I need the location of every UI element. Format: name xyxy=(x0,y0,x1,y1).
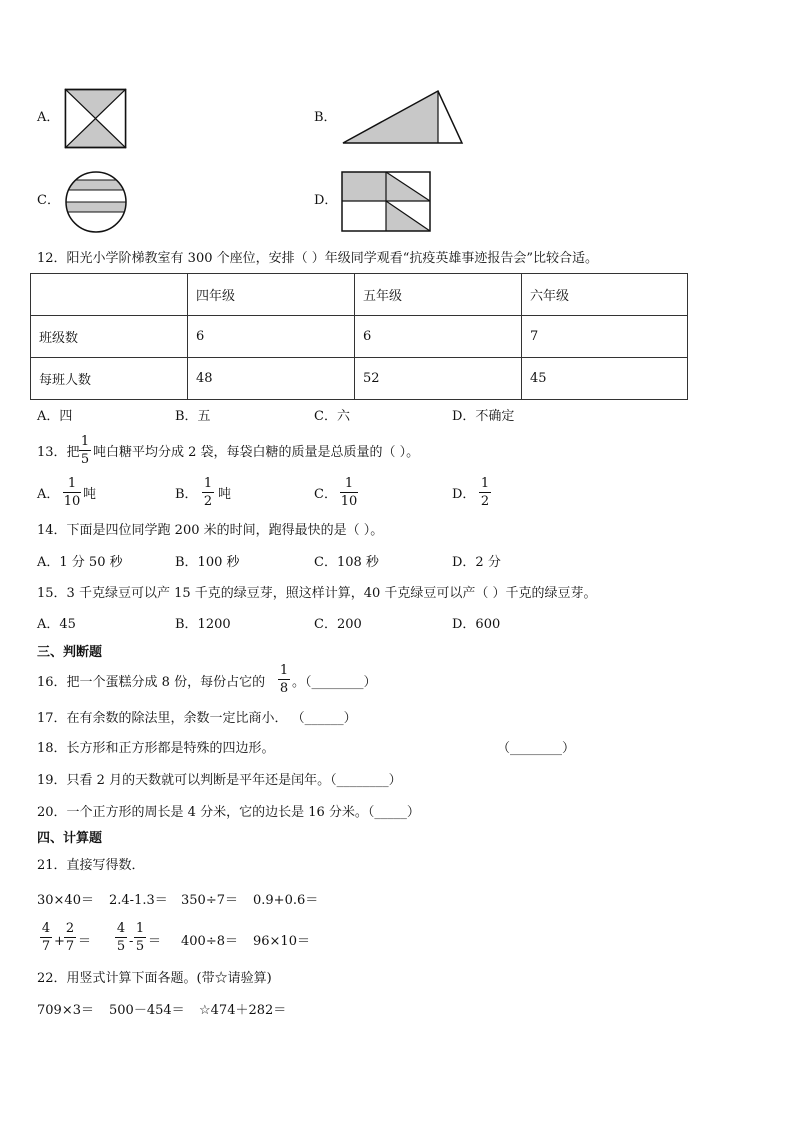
expression: 709×3＝ xyxy=(37,1003,94,1018)
rectangle-grid-figure xyxy=(341,171,433,233)
q17-text: 17．在有余数的除法里，余数一定比商小． （______） xyxy=(37,711,357,726)
q16-text-post: 。（________） xyxy=(292,675,377,690)
fraction: 1 10 xyxy=(340,476,358,509)
q14-stem: 14．下面是四位同学跑 200 米的时间，跑得最快的是（ ）。 xyxy=(37,523,384,538)
q20-text: 20．一个正方形的周长是 4 分米，它的边长是 16 分米。（_____） xyxy=(37,805,420,820)
equals-sign: ＝ xyxy=(148,934,162,949)
fraction: 1 5 xyxy=(80,434,90,467)
fraction: 4 7 xyxy=(41,921,51,954)
table-cell: 7 xyxy=(522,316,688,358)
option-c: C．六 xyxy=(314,409,350,424)
q12-stem: 12．阳光小学阶梯教室有 300 个座位，安排（ ）年级同学观看“抗疫英雄事迹报告会”比较合适。 xyxy=(37,251,599,266)
expression: 30×40＝ xyxy=(37,893,94,908)
option-b-label: B． xyxy=(175,487,198,502)
option-c-label: C． xyxy=(37,193,60,208)
option-c: C．108 秒 xyxy=(314,555,379,570)
expression: 0.9+0.6＝ xyxy=(253,893,319,908)
option-c: C．200 xyxy=(314,617,362,632)
q15-stem: 15．3 千克绿豆可以产 15 千克的绿豆芽，照这样计算，40 千克绿豆可以产（ ）千克的绿豆芽。 xyxy=(37,586,597,601)
table-cell: 6 xyxy=(188,316,355,358)
option-b-unit: 吨 xyxy=(218,487,232,502)
fraction: 1 10 xyxy=(63,476,81,509)
option-a-label: A． xyxy=(37,110,60,125)
option-c-label: C． xyxy=(314,487,337,502)
option-b: B．五 xyxy=(175,409,211,424)
expression: 2.4-1.3＝ xyxy=(109,893,168,908)
q13-stem-post: 吨白糖平均分成 2 袋，每袋白糖的质量是总质量的（ ）。 xyxy=(93,445,420,460)
expression: 350÷7＝ xyxy=(181,893,238,908)
q18-blank: （________） xyxy=(497,741,576,756)
table-cell: 48 xyxy=(188,358,355,400)
q22-stem: 22．用竖式计算下面各题。(带☆请验算) xyxy=(37,971,272,986)
option-a: A．四 xyxy=(37,409,73,424)
option-d: D．不确定 xyxy=(452,409,515,424)
q19-text: 19．只看 2 月的天数就可以判断是平年还是闰年。（________） xyxy=(37,773,402,788)
fraction: 2 7 xyxy=(65,921,75,954)
option-b: B．1200 xyxy=(175,617,231,632)
fraction: 1 8 xyxy=(279,663,289,696)
table-header-cell: 六年级 xyxy=(522,274,688,316)
minus-sign: - xyxy=(129,934,134,949)
table-header-cell: 五年级 xyxy=(355,274,522,316)
option-a-unit: 吨 xyxy=(83,487,97,502)
table-cell: 45 xyxy=(522,358,688,400)
table-cell: 每班人数 xyxy=(31,358,188,400)
option-d-label: D． xyxy=(314,193,338,208)
expression: 500－454＝ xyxy=(109,1003,185,1018)
fraction: 1 2 xyxy=(480,476,490,509)
option-d-label: D． xyxy=(452,487,476,502)
table-header-cell xyxy=(31,274,188,316)
triangle-figure xyxy=(341,89,465,145)
q21-stem: 21．直接写得数． xyxy=(37,858,145,873)
square-diagonals-figure xyxy=(65,89,127,149)
option-b-label: B． xyxy=(314,110,337,125)
section-title: 四、计算题 xyxy=(37,831,103,846)
option-a: A．1 分 50 秒 xyxy=(37,555,123,570)
option-b: B．100 秒 xyxy=(175,555,240,570)
fraction: 1 2 xyxy=(203,476,213,509)
option-a-label: A． xyxy=(37,487,60,502)
q18-text: 18．长方形和正方形都是特殊的四边形。 xyxy=(37,741,275,756)
table-row xyxy=(31,358,688,400)
table-header-cell: 四年级 xyxy=(188,274,355,316)
q16-text-pre: 16．把一个蛋糕分成 8 份，每份占它的 xyxy=(37,675,266,690)
table-cell: 52 xyxy=(355,358,522,400)
plus-sign: + xyxy=(54,934,65,949)
table-row xyxy=(31,316,688,358)
table-header-row xyxy=(31,274,688,316)
expression: 400÷8＝ xyxy=(181,934,238,949)
expression: ☆474＋282＝ xyxy=(199,1003,287,1018)
option-d: D．600 xyxy=(452,617,501,632)
grade-table xyxy=(30,273,688,400)
table-cell: 6 xyxy=(355,316,522,358)
expression: 96×10＝ xyxy=(253,934,310,949)
equals-sign: ＝ xyxy=(78,934,92,949)
option-d: D．2 分 xyxy=(452,555,501,570)
fraction: 1 5 xyxy=(135,921,145,954)
circle-stripes-figure xyxy=(63,170,129,234)
table-cell: 班级数 xyxy=(31,316,188,358)
option-a: A．45 xyxy=(37,617,76,632)
section-title: 三、判断题 xyxy=(37,645,103,660)
fraction: 4 5 xyxy=(116,921,126,954)
q13-stem-pre: 13．把 xyxy=(37,445,80,460)
